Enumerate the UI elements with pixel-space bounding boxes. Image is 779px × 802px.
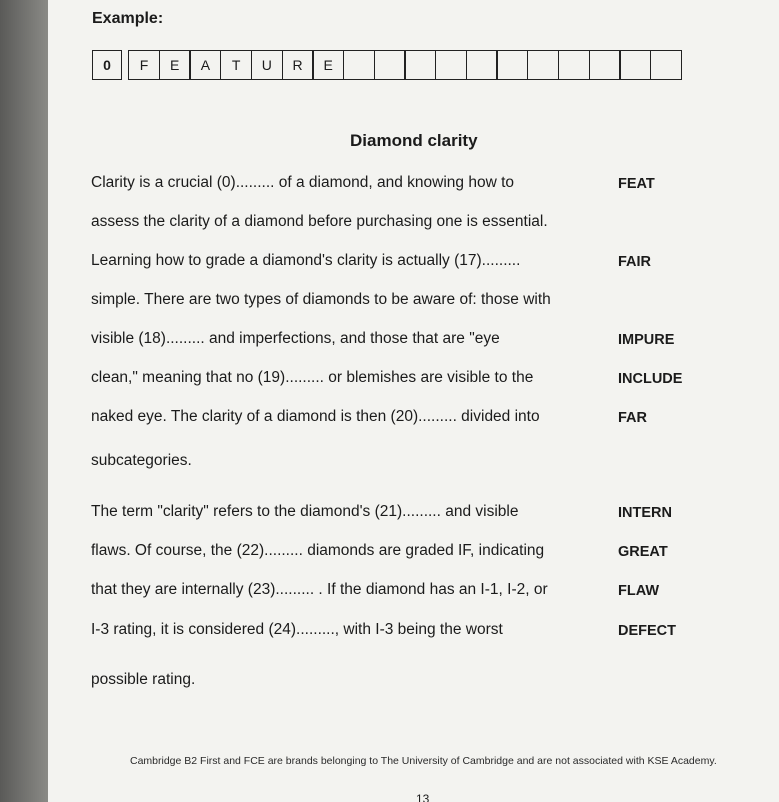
empty-letter-box [343,50,375,80]
page-number: 13 [416,792,430,802]
empty-letter-box [466,50,498,80]
passage-line: assess the clarity of a diamond before purchasing one is essential. [91,213,548,230]
passage-line: Learning how to grade a diamond's clarity is actually (17)......... [91,252,521,269]
letter-box: A [189,50,221,80]
book-page [48,0,779,802]
empty-letter-box [619,50,651,80]
passage-line: possible rating. [91,671,196,688]
passage-line: clean," meaning that no (19)......... or blemishes are visible to the [91,369,534,386]
example-answer-boxes [92,50,681,80]
passage-line: naked eye. The clarity of a diamond is then (20)......... divided into [91,408,540,425]
example-label: Example: [92,10,164,27]
passage-line: The term "clarity" refers to the diamond's (21)......... and visible [91,503,519,520]
empty-letter-box [527,50,559,80]
letter-box: U [251,50,283,80]
passage-line: Clarity is a crucial (0)......... of a diamond, and knowing how to [91,174,514,191]
empty-letter-box [496,50,528,80]
passage-line: visible (18)......... and imperfections, and those that are "eye [91,330,500,347]
keyword-far: FAR [618,410,647,426]
passage-line: simple. There are two types of diamonds to be aware of: those with [91,291,551,308]
empty-letter-box [558,50,590,80]
letter-box: T [220,50,252,80]
keyword-feat: FEAT [618,176,655,192]
keyword-defect: DEFECT [618,623,676,639]
letter-box: E [312,50,344,80]
empty-letter-box [589,50,621,80]
empty-letter-box [650,50,682,80]
passage-line: flaws. Of course, the (22)......... diamonds are graded IF, indicating [91,542,545,559]
passage-line: subcategories. [91,452,192,469]
letter-box: R [282,50,314,80]
keyword-flaw: FLAW [618,583,660,599]
letter-box: E [159,50,191,80]
keyword-fair: FAIR [618,254,652,270]
letter-box: F [128,50,160,80]
passage-line: that they are internally (23)......... . If the diamond has an I-1, I-2, or [91,581,548,598]
passage-line: I-3 rating, it is considered (24)........., with I-3 being the worst [91,621,503,638]
empty-letter-box [374,50,406,80]
keyword-include: INCLUDE [618,371,683,387]
passage-title: Diamond clarity [350,131,478,150]
empty-letter-box [404,50,436,80]
keyword-impure: IMPURE [618,332,675,348]
keyword-great: GREAT [618,544,668,560]
book-spine-shadow [0,0,48,802]
example-number-box: 0 [92,50,122,80]
keyword-intern: INTERN [618,505,672,521]
page-footer: Cambridge B2 First and FCE are brands belonging to The University of Cambridge and are not associated with KSE Academy. [130,755,717,767]
empty-letter-box [435,50,467,80]
